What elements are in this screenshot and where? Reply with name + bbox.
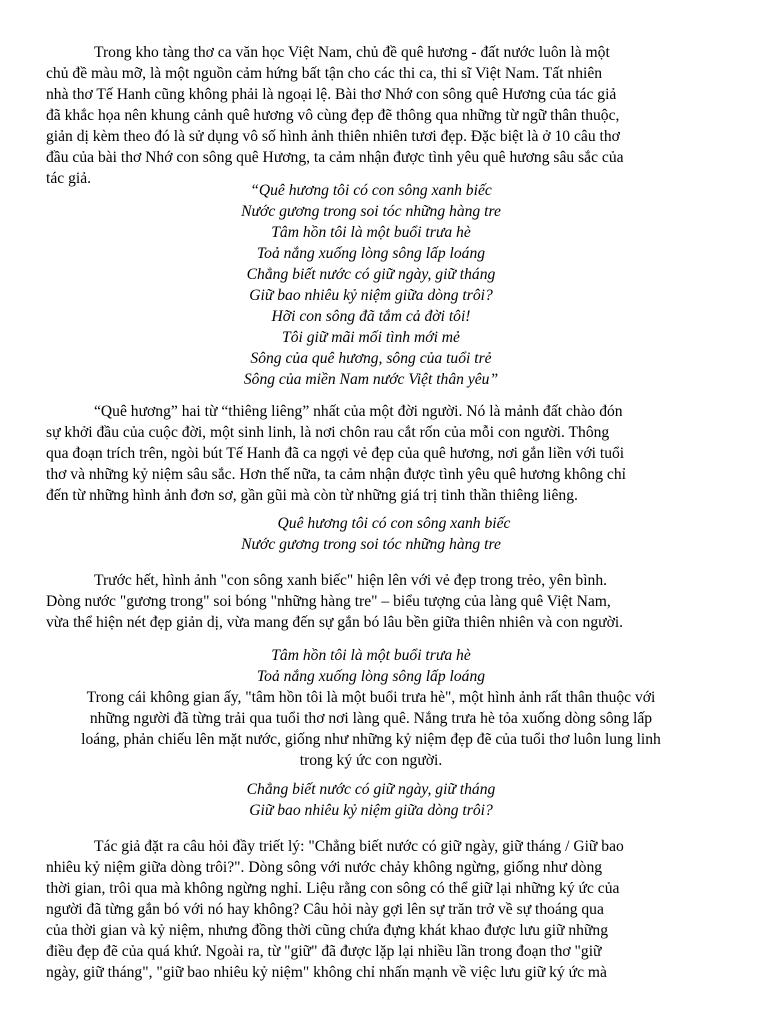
text-line: đến từ những hình ảnh đơn sơ, gần gũi mà còn từ những giá trị tinh thần thiêng liêng. xyxy=(46,487,578,504)
text-line: vừa thể hiện nét đẹp giản dị, vừa mang đến sự gắn bó lâu bền giữa thiên nhiên và con người. xyxy=(46,614,624,631)
paragraph-trua-he xyxy=(46,687,696,771)
text-line: Trong cái không gian ấy, "tâm hồn tôi là một buổi trưa hè", một hình ảnh rất thân thuộc với xyxy=(86,689,656,706)
poem-line: Chẳng biết nước có giữ ngày, giữ tháng xyxy=(246,266,496,283)
poem-line: “Quê hương tôi có con sông xanh biếc xyxy=(250,182,492,199)
text-line: qua đoạn trích trên, ngòi bút Tế Hanh đã ca ngợi vẻ đẹp của quê hương, nơi gắn liền với tuổi xyxy=(46,445,625,462)
text-line: Trước hết, hình ảnh "con sông xanh biếc" hiện lên với vẻ đẹp trong trẻo, yên bình. xyxy=(94,572,608,589)
text-line: thời gian, trôi qua mà không ngừng nghỉ. Liệu rằng con sông có thể giữ lại những ký ức của xyxy=(46,880,620,897)
poem-line: Giữ bao nhiêu kỷ niệm giữa dòng trôi? xyxy=(249,287,493,304)
poem-line: Hỡi con sông đã tắm cả đời tôi! xyxy=(271,308,471,325)
poem-line: Toả nắng xuống lòng sông lấp loáng xyxy=(256,245,486,262)
text-line: giản dị kèm theo đó là sử dụng vô số hình ảnh thiên nhiên tươi đẹp. Đặc biệt là ở 10 câu thơ xyxy=(46,128,620,145)
poem-line: Nước gương trong soi tóc những hàng tre xyxy=(241,203,501,220)
text-line: nhà thơ Tế Hanh cũng không phải là ngoại lệ. Bài thơ Nhớ con sông quê Hương của tác giả xyxy=(46,86,617,103)
poem-line: Toả nắng xuống lòng sông lấp loáng xyxy=(256,668,486,685)
poem-line: Quê hương tôi có con sông xanh biếc xyxy=(277,515,511,532)
poem-line: Nước gương trong soi tóc những hàng tre xyxy=(241,536,501,553)
text-line: người đã từng gắn bó với nó hay không? Câu hỏi này gợi lên sự trăn trở về sự thoáng qua xyxy=(46,901,604,918)
text-line: ngày, giữ tháng", "giữ bao nhiêu kỷ niệm" không chỉ nhấn mạnh về việc lưu giữ ký ức mà xyxy=(46,964,607,981)
poem-line: Giữ bao nhiêu kỷ niệm giữa dòng trôi? xyxy=(249,802,493,819)
poem-full-quote xyxy=(46,180,696,390)
text-line: trong ký ức con người. xyxy=(299,752,443,769)
paragraph-cau-hoi xyxy=(46,836,696,983)
text-line: điều đẹp đẽ của quá khứ. Ngoài ra, từ "giữ" đã được lặp lại nhiều lần trong đoạn thơ "giữ xyxy=(46,943,602,960)
poem-excerpt-1 xyxy=(46,513,696,555)
poem-excerpt-2 xyxy=(46,645,696,687)
text-line: những người đã từng trải qua tuổi thơ nơi làng quê. Nắng trưa hè tỏa xuống dòng sông lấp xyxy=(89,710,653,727)
text-line: Dòng nước "gương trong" soi bóng "những hàng tre" – biểu tượng của làng quê Việt Nam, xyxy=(46,593,611,610)
poem-line: Sông của miền Nam nước Việt thân yêu” xyxy=(243,371,499,388)
text-line: Tác giả đặt ra câu hỏi đầy triết lý: "Chẳng biết nước có giữ ngày, giữ tháng / Giữ bao xyxy=(94,838,624,855)
text-line: loáng, phản chiếu lên mặt nước, giống như những kỷ niệm đẹp đẽ của tuổi thơ luôn lung linh xyxy=(81,731,661,748)
text-line: của thời gian và kỷ niệm, nhưng đồng thời cũng chứa đựng khát khao được lưu giữ những xyxy=(46,922,609,939)
paragraph-que-huong xyxy=(46,401,696,506)
poem-line: Tôi giữ mãi mối tình mới mẻ xyxy=(282,329,460,346)
text-line: thơ và những kỷ niệm sâu sắc. Hơn thế nữa, ta cảm nhận được tình yêu quê hương không chỉ xyxy=(46,466,626,483)
text-line: Trong kho tàng thơ ca văn học Việt Nam, chủ đề quê hương - đất nước luôn là một xyxy=(94,44,610,61)
text-line: nhiêu kỷ niệm giữa dòng trôi?". Dòng sông với nước chảy không ngừng, giống như dòng xyxy=(46,859,603,876)
paragraph-intro xyxy=(46,42,696,189)
text-line: đã khắc họa nên khung cảnh quê hương vô cùng đẹp đẽ thông qua những từ ngữ thân thuộc, xyxy=(46,107,620,124)
poem-line: Tâm hồn tôi là một buổi trưa hè xyxy=(271,224,471,241)
text-line: tác giả. xyxy=(46,170,92,187)
text-line: đầu của bài thơ Nhớ con sông quê Hương, ta cảm nhận được tình yêu quê hương sâu sắc của xyxy=(46,149,624,166)
poem-line: Chẳng biết nước có giữ ngày, giữ tháng xyxy=(246,781,496,798)
poem-line: Sông của quê hương, sông của tuổi trẻ xyxy=(250,350,492,367)
poem-line: Tâm hồn tôi là một buổi trưa hè xyxy=(271,647,471,664)
poem-excerpt-3 xyxy=(46,779,696,821)
text-line: “Quê hương” hai từ “thiêng liêng” nhất của một đời người. Nó là mảnh đất chào đón xyxy=(94,403,623,420)
paragraph-song-xanh xyxy=(46,570,696,633)
text-line: chủ đề màu mỡ, là một nguồn cảm hứng bất tận cho các thi ca, thi sĩ Việt Nam. Tất nhiên xyxy=(46,65,603,82)
text-line: sự khởi đầu của cuộc đời, một sinh linh, là nơi chôn rau cắt rốn của mỗi con người. Thông xyxy=(46,424,610,441)
